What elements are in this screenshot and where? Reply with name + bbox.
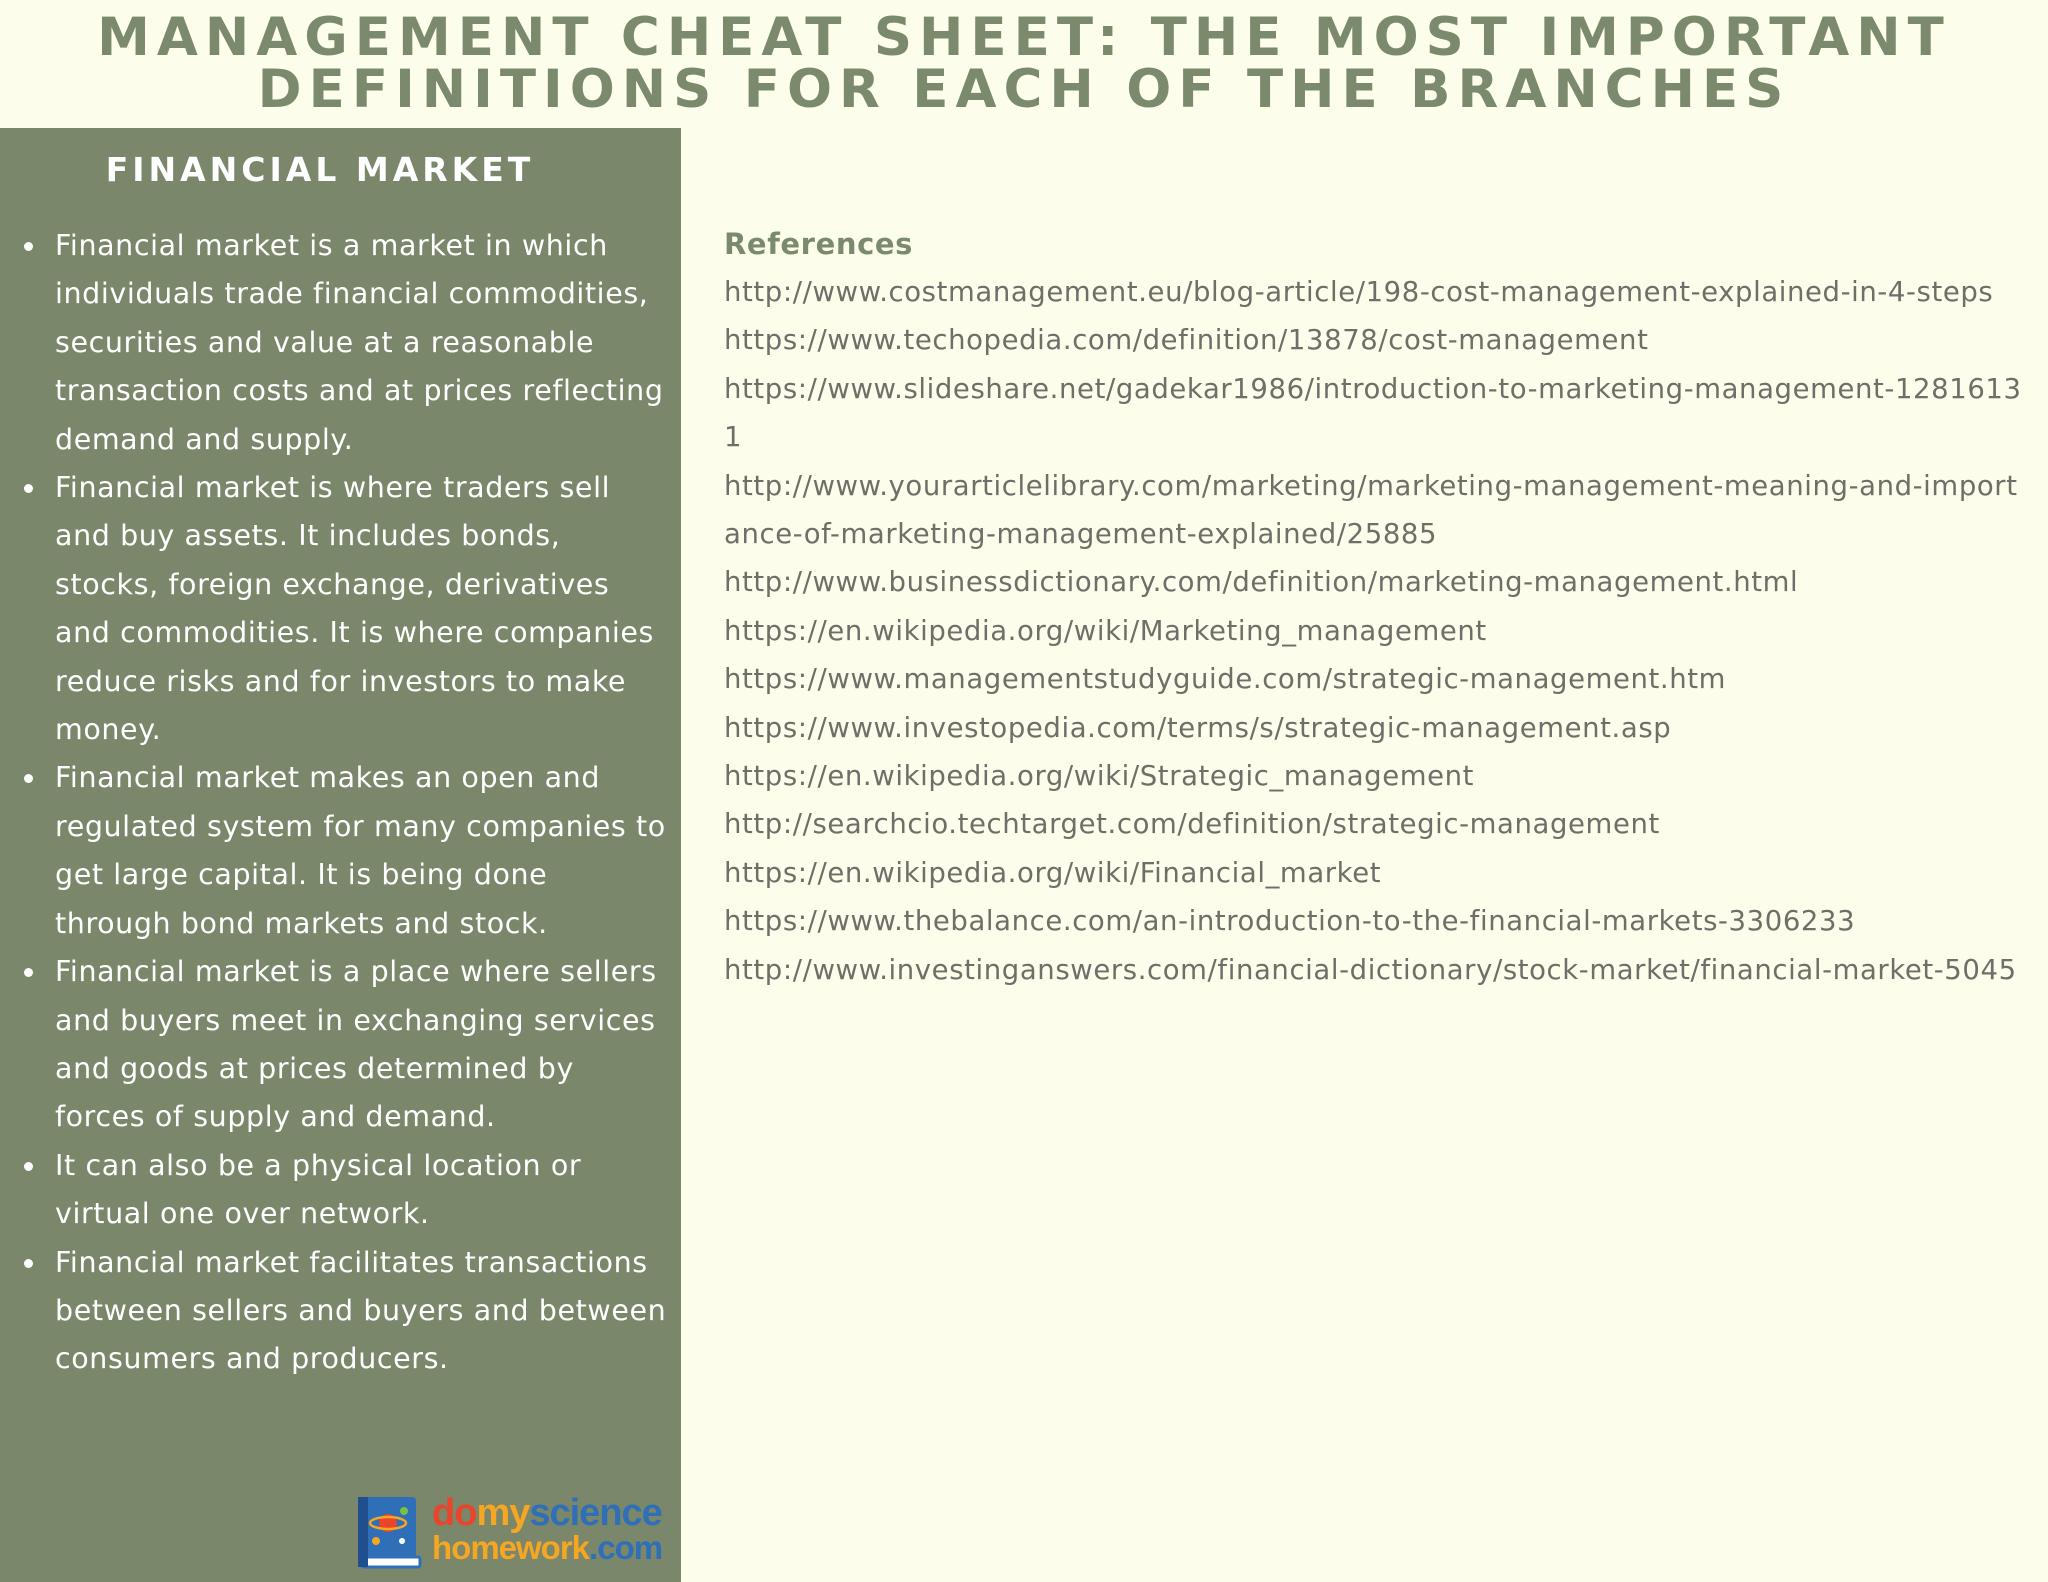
reference-link[interactable]: https://www.techopedia.com/definition/13878/cost-management xyxy=(724,324,1649,357)
reference-link[interactable]: http://www.yourarticlelibrary.com/marketing/marketing-management-meaning-and-importance-of-marketing-management-explained/25885 xyxy=(724,469,2018,551)
book-icon xyxy=(352,1493,428,1571)
financial-market-panel xyxy=(0,128,681,1582)
page-title-line-2: DEFINITIONS FOR EACH OF THE BRANCHES xyxy=(257,59,1791,120)
bullet-icon xyxy=(24,242,33,251)
logo-com: .com xyxy=(589,1529,663,1566)
reference-link[interactable]: https://www.thebalance.com/an-introduction-to-the-financial-markets-3306233 xyxy=(724,905,1856,938)
reference-link[interactable]: http://www.costmanagement.eu/blog-article/198-cost-management-explained-in-4-steps xyxy=(724,276,1994,308)
domyscience-logo[interactable] xyxy=(352,1493,672,1573)
bullet-icon xyxy=(24,968,33,977)
logo-homework: homework xyxy=(432,1529,590,1566)
logo-science: science xyxy=(529,1492,662,1534)
reference-link[interactable]: https://www.managementstudyguide.com/strategic-management.htm xyxy=(724,663,1727,696)
list-item xyxy=(55,1239,672,1384)
list-item-text: Financial market is where traders sell and buy assets. It includes bonds, stocks, foreign exchange, derivatives and commodities. It is where companies reduce risks and for investors to make money. xyxy=(55,471,654,747)
page-title-line-1: MANAGEMENT CHEAT SHEET: THE MOST IMPORTANT xyxy=(97,7,1951,68)
bullet-icon xyxy=(24,1259,33,1268)
logo-wordmark-top xyxy=(432,1493,662,1533)
reference-link[interactable]: http://www.businessdictionary.com/definition/marketing-management.html xyxy=(724,566,1799,599)
list-item-text: It can also be a physical location or virtual one over network. xyxy=(55,1148,582,1231)
reference-link[interactable]: https://en.wikipedia.org/wiki/Marketing_management xyxy=(724,614,1487,647)
reference-link[interactable]: https://www.investopedia.com/terms/s/strategic-management.asp xyxy=(724,711,1672,744)
references-heading: References xyxy=(724,227,914,261)
references-section xyxy=(724,220,2024,994)
logo-wordmark-bottom xyxy=(432,1529,662,1567)
list-item-text: Financial market is a place where sellers and buyers meet in exchanging services and goods at prices determined by forces of supply and demand. xyxy=(55,955,657,1134)
list-item xyxy=(55,948,672,1142)
bullet-icon xyxy=(24,774,33,783)
logo-my: my xyxy=(476,1492,530,1534)
reference-link[interactable]: https://en.wikipedia.org/wiki/Financial_market xyxy=(724,856,1382,889)
definition-list xyxy=(0,222,672,1384)
reference-link[interactable]: http://www.investinganswers.com/financial-dictionary/stock-market/financial-market-5045 xyxy=(724,953,2017,986)
list-item xyxy=(55,464,672,754)
reference-link[interactable]: https://www.slideshare.net/gadekar1986/introduction-to-marketing-management-12816131 xyxy=(724,372,2022,454)
list-item xyxy=(55,222,672,464)
section-title: FINANCIAL MARKET xyxy=(105,150,535,189)
logo-do: do xyxy=(432,1492,477,1534)
list-item-text: Financial market makes an open and regulated system for many companies to get large capital. It is being done through bond markets and stock. xyxy=(55,761,666,940)
reference-link[interactable]: https://en.wikipedia.org/wiki/Strategic_management xyxy=(724,760,1475,793)
list-item xyxy=(55,1142,672,1239)
bullet-icon xyxy=(24,484,33,493)
reference-link[interactable]: http://searchcio.techtarget.com/definition/strategic-management xyxy=(724,808,1660,841)
page-title xyxy=(0,0,2048,128)
list-item-text: Financial market is a market in which individuals trade financial commodities, securities and value at a reasonable transaction costs and at prices reflecting demand and supply. xyxy=(55,229,664,456)
list-item xyxy=(55,754,672,948)
bullet-icon xyxy=(24,1162,33,1171)
list-item-text: Financial market facilitates transactions between sellers and buyers and between consumers and producers. xyxy=(55,1245,667,1376)
